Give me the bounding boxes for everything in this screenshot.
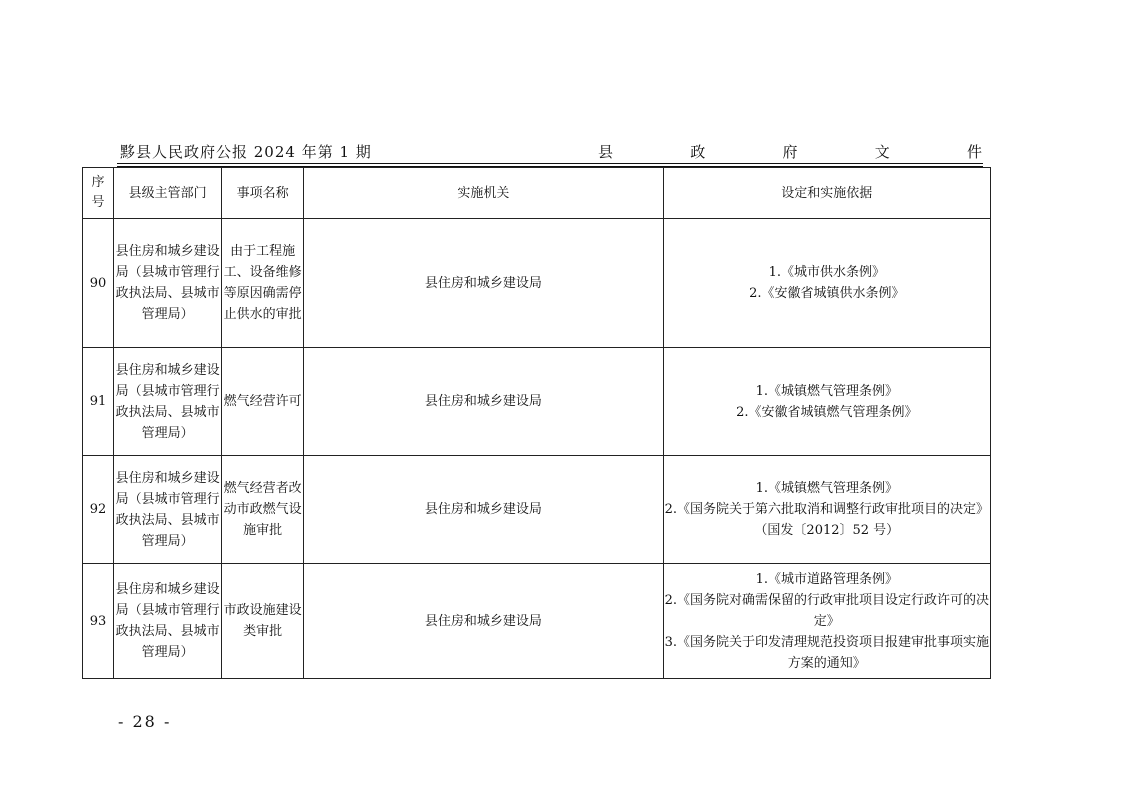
basis-line: 2.《国务院关于第六批取消和调整行政审批项目的决定》（国发〔2012〕52 号） [664,502,989,538]
basis-line: 3.《国务院关于印发清理规范投资项目报建审批事项实施方案的通知》 [664,634,989,671]
category-char: 件 [966,143,982,161]
basis-line: 1.《城镇燃气管理条例》 [755,383,898,399]
document-category [598,141,982,163]
category-char: 政 [690,143,706,161]
row-basis [663,219,990,348]
row-dept: 县住房和城乡建设局（县城市管理行政执法局、县城市管理局） [114,348,222,456]
table-row [83,456,991,564]
category-char: 县 [598,143,614,161]
row-item: 燃气经营许可 [222,348,304,456]
row-dept: 县住房和城乡建设局（县城市管理行政执法局、县城市管理局） [114,564,222,679]
items-table [82,167,991,679]
basis-line: 2.《安徽省城镇供水条例》 [749,286,905,301]
row-agency: 县住房和城乡建设局 [304,456,663,564]
table-row [83,348,991,456]
basis-line: 2.《国务院对确需保留的行政审批项目设定行政许可的决定》 [664,592,989,629]
basis-line: 2.《安徽省城镇燃气管理条例》 [736,404,918,420]
basis-line: 1.《城市道路管理条例》 [755,571,898,587]
row-basis [663,456,990,564]
category-char: 府 [782,143,798,161]
basis-line: 1.《城市供水条例》 [768,265,885,280]
gazette-title: 黟县人民政府公报 2024 年第 1 期 [120,143,372,161]
row-dept: 县住房和城乡建设局（县城市管理行政执法局、县城市管理局） [114,219,222,348]
page-number: - 28 - [118,712,172,731]
row-seq: 91 [83,348,114,456]
row-agency: 县住房和城乡建设局 [304,348,663,456]
col-header-agency: 实施机关 [304,168,663,219]
category-char: 文 [874,143,890,161]
col-header-item: 事项名称 [222,168,304,219]
table-header-row [83,168,991,219]
row-basis [663,348,990,456]
row-seq: 92 [83,456,114,564]
header-rule-thin [117,163,983,164]
row-item: 市政设施建设类审批 [222,564,304,679]
page-header [120,141,982,163]
basis-line: 1.《城镇燃气管理条例》 [755,481,898,496]
row-item: 由于工程施工、设备维修等原因确需停止供水的审批 [222,219,304,348]
row-agency: 县住房和城乡建设局 [304,219,663,348]
col-header-dept: 县级主管部门 [114,168,222,219]
col-header-basis: 设定和实施依据 [663,168,990,219]
row-dept: 县住房和城乡建设局（县城市管理行政执法局、县城市管理局） [114,456,222,564]
table-row [83,564,991,679]
row-basis [663,564,990,679]
row-agency: 县住房和城乡建设局 [304,564,663,679]
row-seq: 93 [83,564,114,679]
row-seq: 90 [83,219,114,348]
table-row [83,219,991,348]
col-header-seq: 序号 [83,168,114,219]
row-item: 燃气经营者改动市政燃气设施审批 [222,456,304,564]
